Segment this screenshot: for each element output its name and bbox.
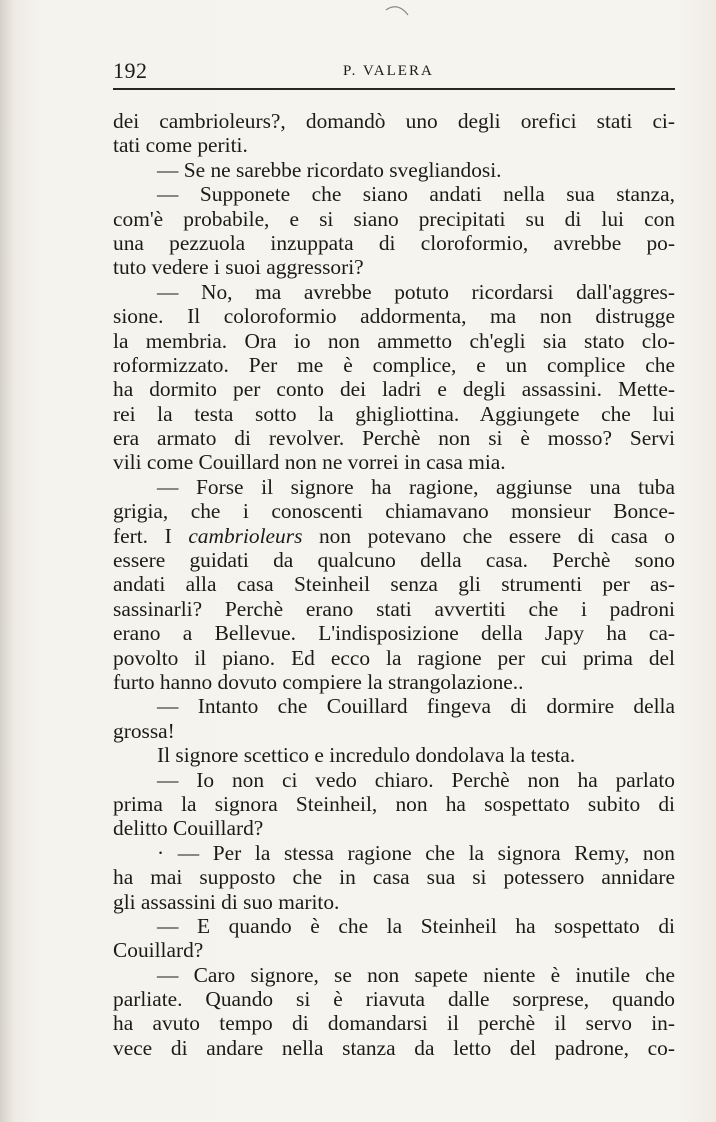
- text-line: parliate. Quando si è riavuta dalle sorprese, quando: [113, 987, 675, 1012]
- binding-shadow: [0, 0, 14, 1122]
- text-line: grigia, che i conoscenti chiamavano monsieur Bonce-: [113, 499, 675, 524]
- text-line: era armato di revolver. Perchè non si è mosso? Servi: [113, 426, 675, 451]
- text-line: — Forse il signore ha ragione, aggiunse una tuba: [157, 474, 675, 499]
- text-line: — Io non ci vedo chiaro. Perchè non ha parlato: [157, 767, 675, 792]
- text-line: — Supponete che siano andati nella sua stanza,: [157, 182, 675, 207]
- text-line: — E quando è che la Steinheil ha sospettato di: [157, 913, 675, 938]
- running-head: P. VALERA: [343, 63, 434, 79]
- text-line: delitto Couillard?: [113, 816, 264, 841]
- text-line: — No, ma avrebbe potuto ricordarsi dall'aggres-: [157, 279, 675, 304]
- text-line: essere guidati da qualcuno della casa. Perchè sono: [113, 548, 675, 573]
- text-line: povolto il piano. Ed ecco la ragione per cui prima del: [113, 645, 675, 670]
- text-line: Couillard?: [113, 938, 204, 963]
- text-line: — Se ne sarebbe ricordato svegliandosi.: [157, 157, 502, 182]
- text-line: vili come Couillard non ne vorrei in casa mia.: [113, 450, 506, 475]
- page-edge-mark: [384, 4, 410, 18]
- text-line: erano a Bellevue. L'indisposizione della Japy ha ca-: [113, 621, 675, 646]
- text-line: andati alla casa Steinheil senza gli strumenti per as-: [113, 572, 675, 597]
- text-line: ha mai supposto che in casa sua si potessero annidare: [113, 865, 675, 890]
- text-line: gli assassini di suo marito.: [113, 889, 340, 914]
- text-line: rei la testa sotto la ghigliottina. Aggiungete che lui: [113, 401, 675, 426]
- text-segment: fert. I: [113, 523, 189, 548]
- text-line: tuto vedere i suoi aggressori?: [113, 255, 364, 280]
- text-line: prima la signora Steinheil, non ha sospettato subito di: [113, 791, 675, 816]
- text-line: — Intanto che Couillard fingeva di dormire della: [157, 694, 675, 719]
- text-line: sione. Il coloroformio addormenta, ma non distrugge: [113, 304, 675, 329]
- text-line: vece di andare nella stanza da letto del padrone, co-: [113, 1035, 675, 1060]
- text-line: Il signore scettico e incredulo dondolava la testa.: [157, 743, 576, 768]
- text-line: — Caro signore, se non sapete niente è inutile che: [157, 962, 675, 987]
- text-line: tati come periti.: [113, 133, 248, 158]
- text-line: [113, 524, 675, 548]
- text-line: sassinarli? Perchè erano stati avvertiti che i padroni: [113, 596, 675, 621]
- page-number: 192: [113, 58, 148, 83]
- text-line: furto hanno dovuto compiere la strangolazione..: [113, 669, 524, 694]
- italic-word: cambrioleurs: [188, 523, 303, 548]
- header-rule: [113, 88, 675, 90]
- text-line: ha avuto tempo di domandarsi il perchè il servo in-: [113, 1011, 675, 1036]
- text-line: · — Per la stessa ragione che la signora Remy, non: [157, 840, 675, 865]
- text-line: la membria. Ora io non ammetto ch'egli sia stato clo-: [113, 328, 675, 353]
- body-text: [113, 109, 675, 1060]
- text-line: grossa!: [113, 718, 175, 743]
- text-line: ha dormito per conto dei ladri e degli assassini. Mette-: [113, 377, 675, 402]
- text-line: roformizzato. Per me è complice, e un complice che: [113, 352, 675, 377]
- text-line: dei cambrioleurs?, domandò uno degli orefici stati ci-: [113, 109, 675, 133]
- page-header: [113, 58, 675, 86]
- text-line: una pezzuola inzuppata di cloroformio, avrebbe po-: [113, 230, 675, 255]
- text-segment: non potevano che essere di casa o: [302, 523, 675, 548]
- text-line: com'è probabile, e si siano precipitati su di lui con: [113, 206, 675, 231]
